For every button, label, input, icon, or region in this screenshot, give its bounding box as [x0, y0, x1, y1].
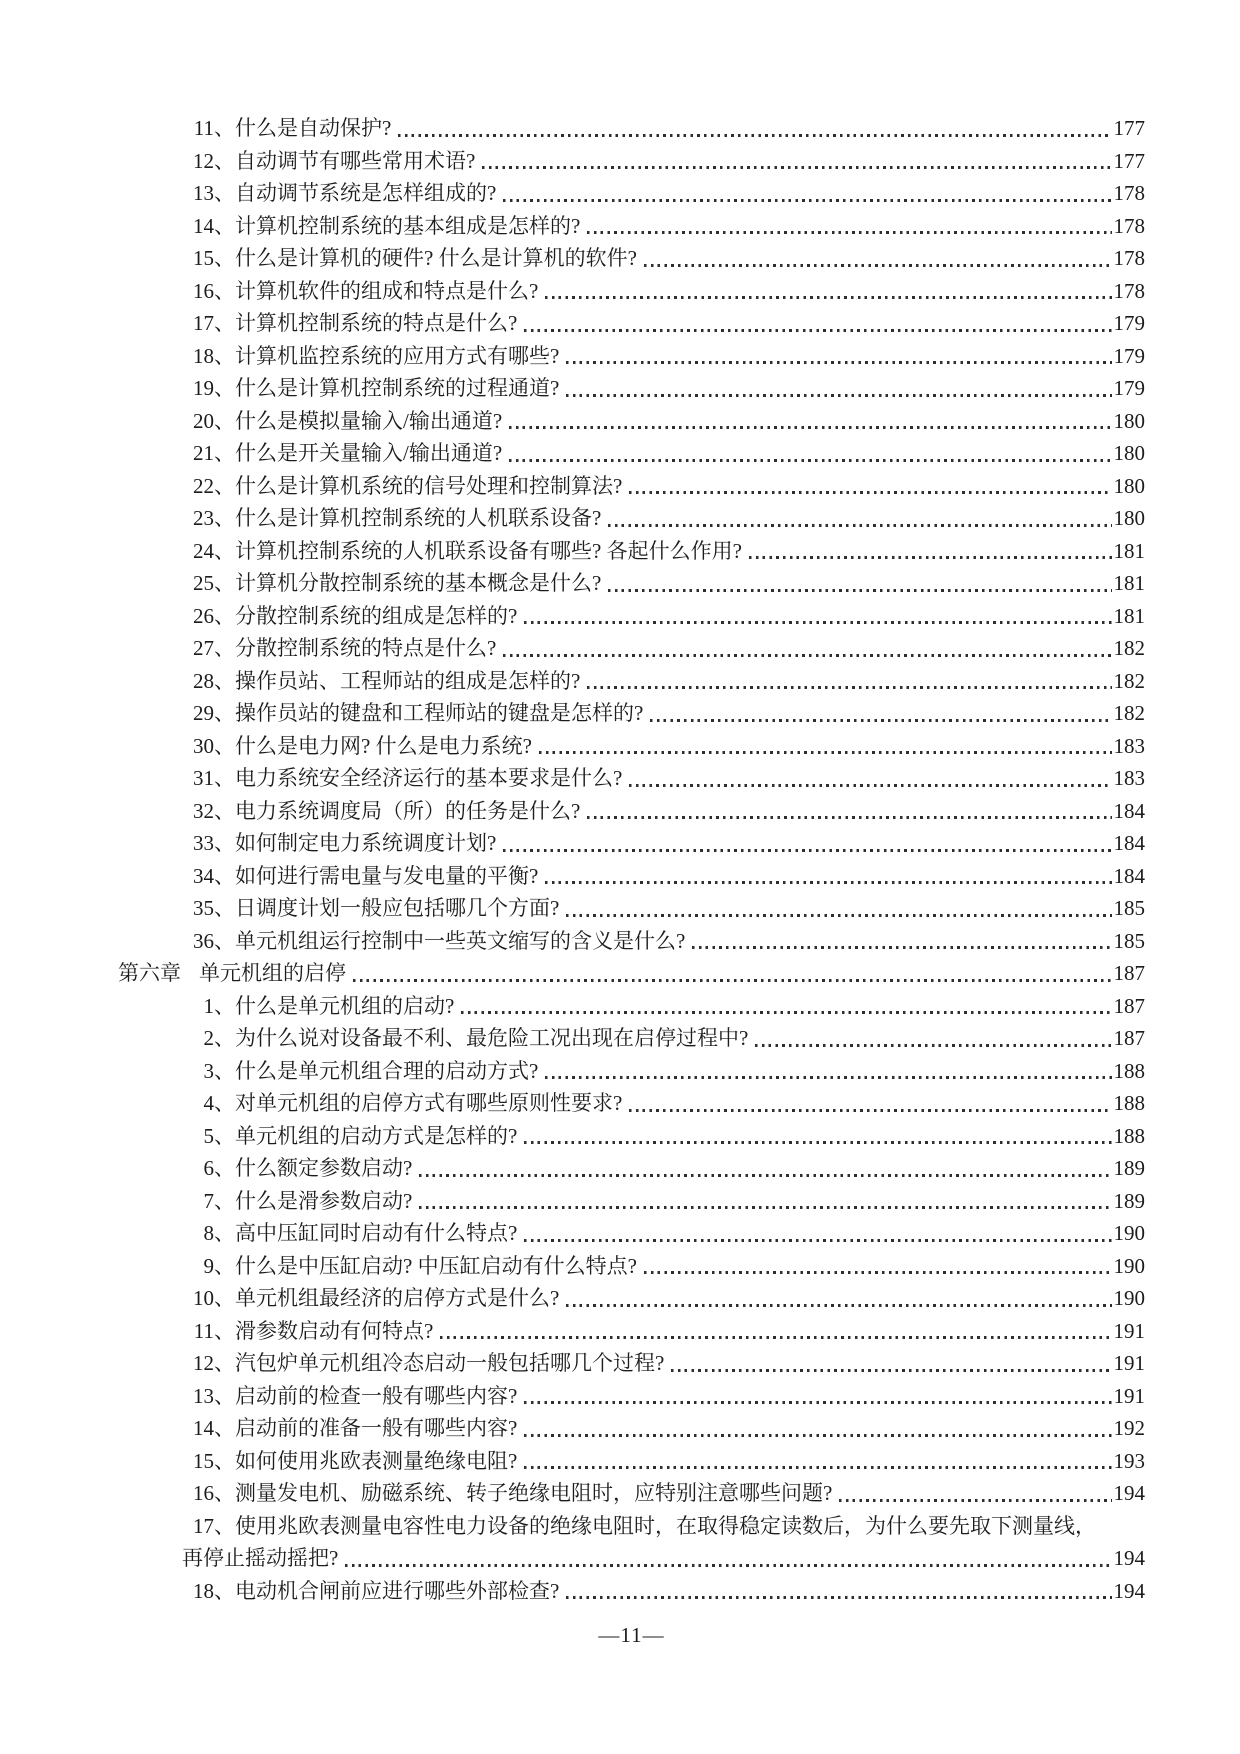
toc-entry-title: 滑参数启动有何特点? [235, 1318, 434, 1343]
toc-row [182, 1250, 1145, 1283]
dot-leader [749, 556, 1112, 559]
toc-entry-page: 194 [1113, 1546, 1145, 1570]
toc-entry-title: 计算机控制系统的人机联系设备有哪些? 各起什么作用? [235, 538, 742, 563]
toc-entry-number: 28、 [193, 668, 235, 693]
toc-entry-page: 192 [1113, 1416, 1145, 1440]
toc-entry-title: 启动前的检查一般有哪些内容? [235, 1383, 518, 1408]
toc-entry-title: 如何使用兆欧表测量绝缘电阻? [235, 1448, 518, 1473]
toc-entry-title: 计算机控制系统的特点是什么? [235, 311, 518, 335]
toc-entry-title: 单元机组的启动方式是怎样的? [235, 1123, 518, 1148]
toc-entry-number: 27、 [193, 636, 235, 660]
toc-row [182, 1315, 1145, 1348]
toc-entry-number: 24、 [193, 538, 235, 563]
dot-leader [419, 1206, 1111, 1209]
dot-leader [539, 751, 1112, 754]
toc-entry-title: 操作员站的键盘和工程师站的键盘是怎样的? [235, 701, 644, 725]
toc-entry-number: 9、 [203, 1253, 235, 1278]
dot-leader [692, 946, 1111, 949]
toc-entry-page: 178 [1113, 278, 1145, 303]
toc-entry-number: 16、 [193, 1481, 235, 1505]
dot-leader [566, 914, 1111, 917]
toc-entry-page: 177 [1113, 116, 1145, 140]
dot-leader [566, 361, 1111, 364]
toc-entry-page: 181 [1113, 603, 1145, 628]
toc-entry-number: 35、 [193, 896, 235, 920]
dot-leader [608, 524, 1111, 527]
toc-entry-page: 189 [1113, 1188, 1145, 1213]
toc-row [182, 1055, 1145, 1088]
toc-entry-number: 18、 [193, 1578, 235, 1603]
toc-list [118, 112, 1145, 1607]
dot-leader [524, 1466, 1111, 1469]
toc-entry-number: 14、 [193, 213, 235, 238]
toc-entry-title: 什么是模拟量输入/输出通道? [235, 408, 503, 433]
toc-row [182, 405, 1145, 438]
toc-entry-number: 17、 [193, 1513, 235, 1538]
toc-row [182, 1185, 1145, 1218]
toc-row [182, 860, 1145, 893]
toc-entry-title: 计算机控制系统的基本组成是怎样的? [235, 213, 581, 238]
toc-row [182, 892, 1145, 925]
toc-row [182, 1120, 1145, 1153]
toc-entry-title: 日调度计划一般应包括哪几个方面? [235, 896, 560, 920]
toc-entry-title: 什么是计算机控制系统的过程通道? [235, 376, 560, 400]
toc-row [182, 242, 1145, 275]
toc-row [182, 925, 1145, 958]
toc-entry-title: 什么是滑参数启动? [235, 1188, 413, 1213]
toc-entry-title: 单元机组最经济的启停方式是什么? [235, 1286, 560, 1310]
dot-leader [755, 1044, 1111, 1047]
toc-entry-page: 187 [1113, 1026, 1145, 1050]
toc-entry-title: 计算机监控系统的应用方式有哪些? [235, 343, 560, 368]
toc-entry-number: 第六章 [118, 961, 181, 985]
dot-leader [503, 849, 1111, 852]
toc-entry-page: 184 [1113, 798, 1145, 823]
toc-entry-number: 26、 [193, 603, 235, 628]
toc-entry-title: 高中压缸同时启动有什么特点? [235, 1221, 518, 1245]
dot-leader [644, 1271, 1112, 1274]
toc-row [182, 307, 1145, 340]
toc-row [182, 1347, 1145, 1380]
toc-entry-title: 分散控制系统的特点是什么? [235, 636, 497, 660]
toc-entry-number: 19、 [193, 376, 235, 400]
dot-leader [345, 1564, 1111, 1567]
toc-entry-title: 分散控制系统的组成是怎样的? [235, 603, 518, 628]
dot-leader [545, 1076, 1111, 1079]
toc-entry-number: 21、 [193, 441, 235, 465]
toc-entry-page: 183 [1113, 766, 1145, 790]
dot-leader [545, 881, 1111, 884]
toc-entry-title: 电动机合闸前应进行哪些外部检查? [235, 1578, 560, 1603]
toc-entry-title: 启动前的准备一般有哪些内容? [235, 1416, 518, 1440]
toc-entry-number: 7、 [203, 1188, 235, 1213]
toc-entry-page: 188 [1113, 1123, 1145, 1148]
toc-row [182, 372, 1145, 405]
toc-entry-title: 什么是计算机系统的信号处理和控制算法? [235, 473, 623, 498]
toc-row [182, 1477, 1145, 1510]
toc-entry-title: 什么是计算机的硬件? 什么是计算机的软件? [235, 246, 637, 270]
toc-entry-number: 2、 [203, 1026, 235, 1050]
dot-leader [671, 1369, 1111, 1372]
toc-entry-page: 180 [1113, 506, 1145, 530]
dot-leader [503, 654, 1111, 657]
toc-entry-page: 194 [1113, 1578, 1145, 1603]
dot-leader [650, 719, 1111, 722]
dot-leader [398, 134, 1111, 137]
toc-row [182, 1022, 1145, 1055]
toc-row [182, 762, 1145, 795]
dot-leader [503, 199, 1111, 202]
toc-entry-title: 什么额定参数启动? [235, 1156, 413, 1180]
dot-leader [566, 1304, 1111, 1307]
toc-entry-number: 30、 [193, 733, 235, 758]
toc-entry-page: 190 [1113, 1286, 1145, 1310]
toc-row [182, 795, 1145, 828]
toc-entry-page: 194 [1113, 1481, 1145, 1505]
toc-entry-title: 什么是自动保护? [235, 116, 392, 140]
toc-entry-page: 178 [1113, 213, 1145, 238]
dot-leader [587, 231, 1111, 234]
dot-leader [353, 979, 1112, 982]
toc-entry-page: 179 [1113, 311, 1145, 335]
toc-entry-title: 操作员站、工程师站的组成是怎样的? [235, 668, 581, 693]
toc-entry-number: 29、 [193, 701, 235, 725]
toc-row [182, 665, 1145, 698]
dot-leader [461, 1011, 1111, 1014]
toc-entry-page: 182 [1113, 701, 1145, 725]
dot-leader [419, 1174, 1111, 1177]
toc-entry-number: 15、 [193, 246, 235, 270]
toc-row [182, 1282, 1145, 1315]
toc-entry-title: 什么是计算机控制系统的人机联系设备? [235, 506, 602, 530]
toc-entry-page: 180 [1113, 408, 1145, 433]
toc-entry-page: 191 [1113, 1318, 1145, 1343]
toc-entry-number: 10、 [193, 1286, 235, 1310]
toc-row [182, 827, 1145, 860]
toc-entry-page: 180 [1113, 441, 1145, 465]
dot-leader [524, 1401, 1111, 1404]
toc-entry-title: 什么是中压缸启动? 中压缸启动有什么特点? [235, 1253, 637, 1278]
toc-entry-title: 电力系统调度局（所）的任务是什么? [235, 798, 581, 823]
toc-row [182, 1412, 1145, 1445]
toc-entry-title: 什么是电力网? 什么是电力系统? [235, 733, 532, 758]
toc-entry-page: 190 [1113, 1221, 1145, 1245]
toc-entry-title: 自动调节有哪些常用术语? [235, 148, 476, 173]
dot-leader [839, 1499, 1111, 1502]
dot-leader [509, 426, 1111, 429]
dot-leader [545, 296, 1111, 299]
toc-entry-title: 为什么说对设备最不利、最危险工况出现在启停过程中? [235, 1026, 749, 1050]
toc-entry-page: 188 [1113, 1091, 1145, 1115]
dot-leader [629, 491, 1111, 494]
dot-leader [566, 394, 1111, 397]
toc-row [182, 502, 1145, 535]
toc-entry-page: 182 [1113, 636, 1145, 660]
toc-row [182, 437, 1145, 470]
toc-entry-number: 34、 [193, 863, 235, 888]
toc-entry-page: 184 [1113, 863, 1145, 888]
toc-entry-number: 12、 [193, 1351, 235, 1375]
dot-leader [566, 1596, 1111, 1599]
toc-entry-number: 20、 [193, 408, 235, 433]
toc-entry-title: 汽包炉单元机组冷态启动一般包括哪几个过程? [235, 1351, 665, 1375]
dot-leader [629, 784, 1111, 787]
toc-entry-number: 15、 [193, 1448, 235, 1473]
toc-row [182, 1152, 1145, 1185]
toc-entry-number: 23、 [193, 506, 235, 530]
dot-leader [524, 621, 1111, 624]
toc-row [182, 112, 1145, 145]
toc-entry-title: 使用兆欧表测量电容性电力设备的绝缘电阻时，在取得稳定读数后，为什么要先取下测量线， [235, 1513, 1096, 1538]
toc-entry-page: 187 [1113, 961, 1145, 985]
toc-entry-page: 184 [1113, 831, 1145, 855]
toc-entry-title: 计算机分散控制系统的基本概念是什么? [235, 571, 602, 595]
toc-row [182, 275, 1145, 308]
toc-entry-page: 177 [1113, 148, 1145, 173]
toc-entry-title: 什么是单元机组合理的启动方式? [235, 1058, 539, 1083]
toc-entry-title: 对单元机组的启停方式有哪些原则性要求? [235, 1091, 623, 1115]
dot-leader [440, 1336, 1111, 1339]
toc-row [182, 145, 1145, 178]
toc-entry-title: 再停止摇动摇把? [182, 1546, 339, 1570]
toc-entry-number: 5、 [203, 1123, 235, 1148]
toc-entry-number: 25、 [193, 571, 235, 595]
toc-entry-title: 单元机组的启停 [199, 961, 346, 985]
toc-entry-number: 33、 [193, 831, 235, 855]
toc-entry-title: 单元机组运行控制中一些英文缩写的含义是什么? [235, 928, 686, 953]
toc-row [182, 1445, 1145, 1478]
toc-row [182, 1217, 1145, 1250]
toc-entry-number: 6、 [203, 1156, 235, 1180]
toc-entry-page: 178 [1113, 181, 1145, 205]
toc-row [182, 177, 1145, 210]
toc-entry-number: 1、 [203, 993, 235, 1018]
toc-entry-title: 什么是开关量输入/输出通道? [235, 441, 503, 465]
dot-leader [587, 816, 1111, 819]
toc-entry-page: 181 [1113, 571, 1145, 595]
toc-chapter-row [118, 957, 1145, 990]
toc-entry-page: 185 [1113, 928, 1145, 953]
toc-row [182, 990, 1145, 1023]
dot-leader [509, 459, 1111, 462]
toc-entry-title: 如何进行需电量与发电量的平衡? [235, 863, 539, 888]
toc-entry-number: 31、 [193, 766, 235, 790]
toc-entry-title: 如何制定电力系统调度计划? [235, 831, 497, 855]
toc-entry-number: 8、 [203, 1221, 235, 1245]
toc-entry-page: 193 [1113, 1448, 1145, 1473]
toc-entry-page: 189 [1113, 1156, 1145, 1180]
toc-row [182, 470, 1145, 503]
toc-entry-page: 187 [1113, 993, 1145, 1018]
toc-row [182, 632, 1145, 665]
toc-entry-page: 191 [1113, 1383, 1145, 1408]
dot-leader [524, 1141, 1111, 1144]
toc-row [182, 567, 1145, 600]
dot-leader [608, 589, 1111, 592]
toc-row [182, 210, 1145, 243]
toc-entry-number: 17、 [193, 311, 235, 335]
toc-entry-number: 32、 [193, 798, 235, 823]
toc-entry-number: 36、 [193, 928, 235, 953]
toc-entry-number: 4、 [203, 1091, 235, 1115]
toc-entry-number: 12、 [193, 148, 235, 173]
toc-entry-page: 183 [1113, 733, 1145, 758]
toc-entry-page: 182 [1113, 668, 1145, 693]
toc-entry-page: 185 [1113, 896, 1145, 920]
dot-leader [629, 1109, 1111, 1112]
toc-entry-title: 测量发电机、励磁系统、转子绝缘电阻时，应特别注意哪些问题? [235, 1481, 833, 1505]
toc-row [182, 1575, 1145, 1608]
toc-entry-title: 计算机软件的组成和特点是什么? [235, 278, 539, 303]
toc-entry-title: 自动调节系统是怎样组成的? [235, 181, 497, 205]
toc-row [182, 600, 1145, 633]
toc-entry-number: 3、 [203, 1058, 235, 1083]
dot-leader [587, 686, 1111, 689]
toc-entry-page: 188 [1113, 1058, 1145, 1083]
toc-entry-number: 16、 [193, 278, 235, 303]
toc-entry-number: 22、 [193, 473, 235, 498]
toc-entry-page: 178 [1113, 246, 1145, 270]
dot-leader [524, 1434, 1111, 1437]
toc-row [182, 1087, 1145, 1120]
toc-entry-page: 191 [1113, 1351, 1145, 1375]
toc-row [182, 340, 1145, 373]
dot-leader [482, 166, 1111, 169]
toc-row [182, 730, 1145, 763]
toc-entry-number: 14、 [193, 1416, 235, 1440]
toc-entry-page: 179 [1113, 376, 1145, 400]
page-number-footer: —11— [598, 1623, 665, 1647]
toc-entry-page: 190 [1113, 1253, 1145, 1278]
toc-entry-number: 13、 [193, 1383, 235, 1408]
dot-leader [524, 1239, 1111, 1242]
toc-entry-number: 13、 [193, 181, 235, 205]
toc-entry-page: 180 [1113, 473, 1145, 498]
toc-entry-title: 电力系统安全经济运行的基本要求是什么? [235, 766, 623, 790]
toc-entry-number: 11、 [193, 1318, 235, 1343]
toc-row [182, 697, 1145, 730]
toc-row [182, 535, 1145, 568]
toc-entry-page: 179 [1113, 343, 1145, 368]
toc-row [182, 1510, 1145, 1543]
toc-entry-number: 11、 [193, 116, 235, 140]
dot-leader [524, 329, 1111, 332]
toc-entry-page: 181 [1113, 538, 1145, 563]
toc-entry-number: 18、 [193, 343, 235, 368]
dot-leader [644, 264, 1112, 267]
toc-entry-title: 什么是单元机组的启动? [235, 993, 455, 1018]
toc-row [182, 1542, 1145, 1575]
toc-row [182, 1380, 1145, 1413]
